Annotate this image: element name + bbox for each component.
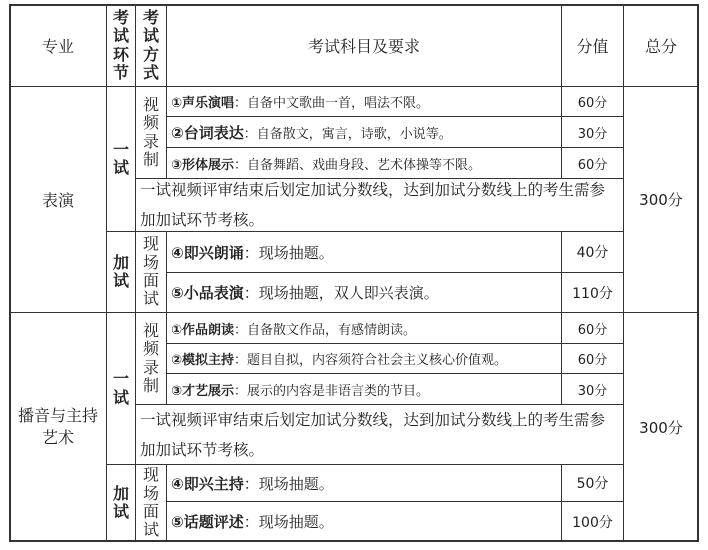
subject-label: ⑤小品表演 xyxy=(171,284,244,302)
header-total xyxy=(623,4,699,87)
header-method xyxy=(135,4,167,87)
note-text: 一试视频评审结束后划定加试分数线，达到加试分数线上的考生需参加加试环节考核。 xyxy=(140,181,606,229)
subject-label: ③才艺展示 xyxy=(171,383,235,399)
subject-text: ：自备散文作品，有感情朗读。 xyxy=(234,322,417,338)
subject-text: ：自备散文，寓言，诗歌，小说等。 xyxy=(243,126,452,142)
score-value: 40分 xyxy=(576,245,609,261)
header-stage-char: 节 xyxy=(112,62,129,82)
method-first xyxy=(135,86,167,179)
header-method-char: 试 xyxy=(142,26,159,46)
subject-label: ②模拟主持 xyxy=(171,353,235,368)
method-char: 场 xyxy=(142,483,159,503)
method-char: 试 xyxy=(142,520,159,540)
score-value: 30分 xyxy=(577,383,608,399)
method-char: 面 xyxy=(142,502,159,521)
subject-label: ⑤话题评述 xyxy=(171,513,244,531)
total-cell xyxy=(623,312,699,542)
subject-item xyxy=(166,272,562,313)
method-char: 录 xyxy=(142,131,159,151)
extra-test-note xyxy=(135,178,624,232)
method-second xyxy=(135,231,167,313)
header-stage xyxy=(106,4,136,87)
header-method-char: 式 xyxy=(142,62,159,82)
stage-char: 试 xyxy=(112,158,129,177)
subject-label: ④即兴朗诵 xyxy=(171,243,244,262)
note-text: 一试视频评审结束后划定加试分数线，达到加试分数线上的考生需参加加试环节考核。 xyxy=(140,410,606,459)
score-cell xyxy=(561,464,624,502)
score-value: 60分 xyxy=(577,353,608,368)
subject-item xyxy=(166,373,562,405)
header-stage-char: 环 xyxy=(112,44,129,64)
subject-text: ：现场抽题。 xyxy=(243,474,334,493)
subject-label: ③形体展示 xyxy=(171,157,235,173)
method-char: 视 xyxy=(142,320,159,340)
method-char: 现 xyxy=(142,465,159,485)
method-char: 现 xyxy=(142,234,159,254)
header-major-label: 专业 xyxy=(41,37,74,56)
stage-char: 试 xyxy=(112,502,129,521)
subject-label: ①声乐演唱 xyxy=(171,96,235,111)
stage-second xyxy=(106,464,136,542)
score-cell xyxy=(561,501,624,542)
method-char: 面 xyxy=(142,271,159,290)
subject-label: ④即兴主持 xyxy=(171,474,244,493)
score-cell xyxy=(561,343,624,374)
stage-first xyxy=(106,86,136,232)
method-char: 录 xyxy=(142,357,159,377)
header-stage-char: 考 xyxy=(112,7,129,27)
subject-text: ：现场抽题，双人即兴表演。 xyxy=(243,284,439,302)
header-method-char: 方 xyxy=(142,44,159,64)
method-char: 视 xyxy=(142,94,159,114)
method-char: 场 xyxy=(142,252,159,272)
header-total-label: 总分 xyxy=(644,37,677,56)
subject-item xyxy=(166,86,562,117)
score-value: 60分 xyxy=(577,96,608,111)
score-value: 60分 xyxy=(577,157,608,173)
header-score xyxy=(561,4,624,87)
header-subjects xyxy=(166,4,562,87)
score-cell xyxy=(561,231,624,273)
score-cell xyxy=(561,86,624,117)
header-major xyxy=(9,4,107,87)
total-cell xyxy=(623,86,699,313)
major-cell xyxy=(9,312,107,542)
stage-first xyxy=(106,312,136,465)
method-char: 试 xyxy=(142,289,159,309)
score-value: 50分 xyxy=(576,476,609,492)
subject-label: ②台词表达 xyxy=(171,123,244,142)
score-cell xyxy=(561,373,624,405)
subject-item xyxy=(166,116,562,148)
total-value: 300分 xyxy=(639,191,683,209)
subject-item xyxy=(166,343,562,374)
subject-text: ：现场抽题。 xyxy=(243,243,334,262)
score-cell xyxy=(561,272,624,313)
method-char: 制 xyxy=(142,375,159,395)
stage-char: 一 xyxy=(112,139,129,159)
header-score-label: 分值 xyxy=(576,37,609,56)
subject-item xyxy=(166,312,562,344)
stage-second xyxy=(106,231,136,313)
score-cell xyxy=(561,312,624,344)
major-name: 播音与主持艺术 xyxy=(18,405,99,447)
method-char: 频 xyxy=(142,113,159,133)
score-value: 30分 xyxy=(577,126,608,142)
score-value: 60分 xyxy=(577,322,608,338)
method-char: 制 xyxy=(142,149,159,169)
subject-text: ：自备舞蹈、戏曲身段、艺术体操等不限。 xyxy=(234,157,482,173)
stage-char: 试 xyxy=(112,271,129,290)
total-value: 300分 xyxy=(639,418,683,437)
subject-item xyxy=(166,501,562,542)
subject-text: ：题目自拟，内容须符合社会主义核心价值观。 xyxy=(234,353,508,368)
stage-char: 加 xyxy=(112,483,129,503)
major-cell xyxy=(9,86,107,313)
header-subjects-label: 考试科目及要求 xyxy=(307,37,420,56)
stage-char: 试 xyxy=(112,387,129,407)
score-value: 110分 xyxy=(572,285,613,302)
stage-char: 一 xyxy=(112,369,129,389)
header-method-char: 考 xyxy=(142,7,159,27)
subject-item xyxy=(166,231,562,273)
extra-test-note xyxy=(135,404,624,465)
subject-label: ①作品朗读 xyxy=(171,322,235,338)
subject-text: ：现场抽题。 xyxy=(243,513,334,531)
score-value: 100分 xyxy=(572,514,613,531)
header-stage-char: 试 xyxy=(112,26,129,46)
major-name: 表演 xyxy=(41,191,74,210)
method-char: 频 xyxy=(142,339,159,359)
subject-item xyxy=(166,464,562,502)
subject-text: ：展示的内容是非语言类的节目。 xyxy=(234,383,430,399)
score-cell xyxy=(561,116,624,148)
method-second xyxy=(135,464,167,542)
method-first xyxy=(135,312,167,405)
subject-text: ：自备中文歌曲一首，唱法不限。 xyxy=(234,96,430,111)
stage-char: 加 xyxy=(112,252,129,272)
